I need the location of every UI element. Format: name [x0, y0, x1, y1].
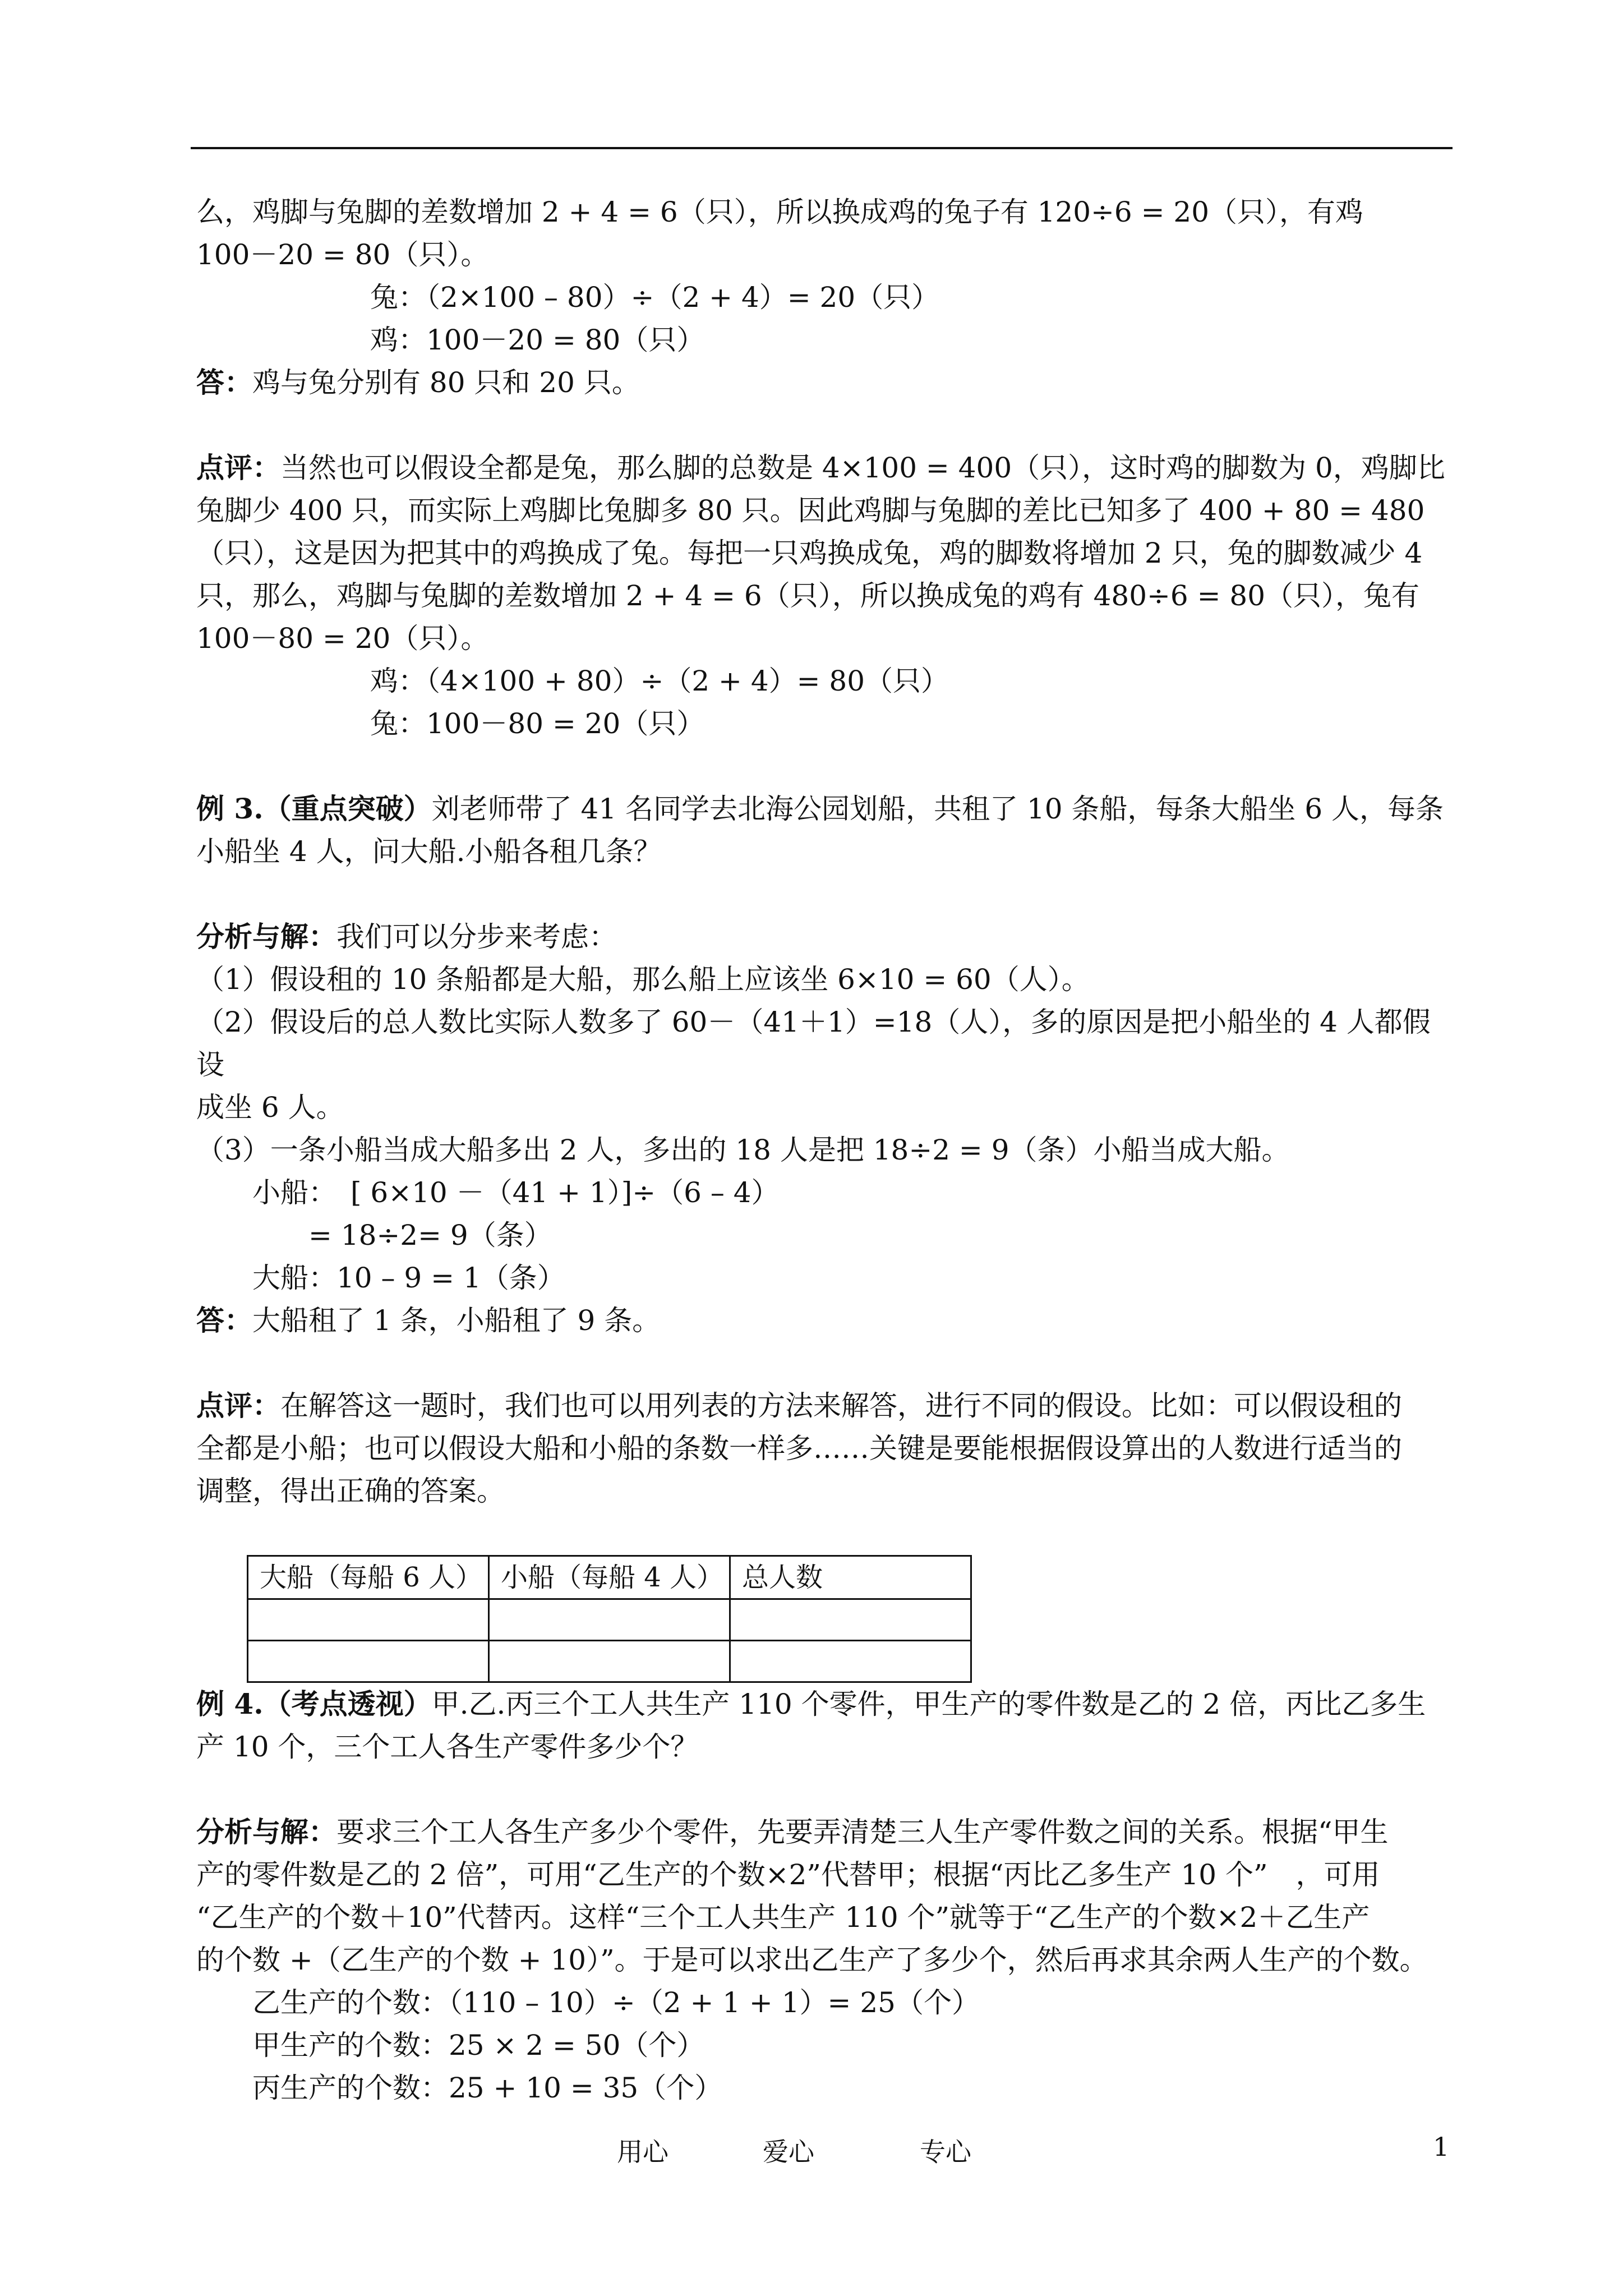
text-line: 调整，得出正确的答案。	[196, 1475, 505, 1507]
comment-text: 当然也可以假设全都是兔，那么脚的总数是 4×100 = 400（只），这时鸡的脚数为 0，鸡脚比	[280, 452, 1445, 484]
answer-text: 大船租了 1 条，小船租了 9 条。	[252, 1304, 661, 1337]
answer-text: 鸡与兔分别有 80 只和 20 只。	[252, 366, 640, 399]
example-title	[196, 1683, 1453, 1726]
table-header-cell: 总人数	[730, 1556, 971, 1599]
table-header-cell: 大船（每船 6 人）	[248, 1556, 489, 1599]
text-line: 兔脚少 400 只，而实际上鸡脚比兔脚多 80 只。因此鸡脚与兔脚的差比已知多了 400 + 80 = 480	[196, 494, 1425, 527]
formula-line: 小船： [ 6×10 －（41 + 1）]÷（6 – 4）	[252, 1176, 780, 1209]
table-cell	[248, 1641, 489, 1682]
analysis-label: 分析与解：	[196, 1815, 336, 1848]
analysis-line	[196, 1811, 1453, 1853]
formula-line: 兔：100－80 = 20（只）	[370, 707, 705, 740]
header-rule	[191, 147, 1453, 149]
text-line: 成坐 6 人。	[196, 1091, 344, 1124]
table-cell	[730, 1641, 971, 1682]
analysis-text: 要求三个工人各生产多少个零件，先要弄清楚三人生产零件数之间的关系。根据“甲生	[336, 1816, 1389, 1848]
text-line: 全都是小船；也可以假设大船和小船的条数一样多……关键是要能根据假设算出的人数进行适当的	[196, 1432, 1402, 1465]
formula-line: 兔：（2×100 – 80）÷（2 + 4）= 20（只）	[370, 281, 940, 314]
answer-line	[196, 361, 1453, 404]
table-row	[248, 1641, 971, 1682]
text-line: “乙生产的个数＋10”代替丙。这样“三个工人共生产 110 个”就等于“乙生产的个数×2＋乙生产	[196, 1901, 1370, 1934]
text-line: 的个数 +（乙生产的个数 + 10）”。于是可以求出乙生产了多少个，然后再求其余两人生产的个数。	[196, 1944, 1428, 1976]
table-cell	[489, 1599, 730, 1641]
comment-text: 在解答这一题时，我们也可以用列表的方法来解答，进行不同的假设。比如：可以假设租的	[280, 1389, 1402, 1422]
page-number: 1	[1433, 2132, 1450, 2162]
step-line: （2）假设后的总人数比实际人数多了 60－（41＋1）=18（人），多的原因是把小船坐的 4 人都假设	[196, 1006, 1431, 1081]
formula-line: 甲生产的个数：25 × 2 = 50（个）	[252, 2029, 705, 2062]
answer-line	[196, 1299, 1453, 1342]
formula-line: = 18÷2= 9（条）	[308, 1219, 552, 1251]
table-header-cell: 小船（每船 4 人）	[489, 1556, 730, 1599]
analysis-line	[196, 915, 1453, 958]
text-line: 产的零件数是乙的 2 倍”，可用“乙生产的个数×2”代替甲；根据“丙比乙多生产 10 个” ，可用	[196, 1858, 1380, 1891]
step-line: （1）假设租的 10 条船都是大船，那么船上应该坐 6×10 = 60（人）。	[196, 963, 1090, 996]
formula-line: 鸡：100－20 = 80（只）	[370, 324, 705, 356]
analysis-text: 我们可以分步来考虑：	[336, 921, 617, 953]
comment-label: 点评：	[196, 1389, 280, 1422]
example-label: 例 4.（考点透视）	[196, 1687, 432, 1720]
formula-line: 鸡：（4×100 + 80）÷（2 + 4）= 80（只）	[370, 665, 949, 697]
answer-label: 答：	[196, 366, 252, 399]
table-cell	[248, 1599, 489, 1641]
formula-line: 大船：10 – 9 = 1（条）	[252, 1262, 565, 1294]
text-line: 么，鸡脚与兔脚的差数增加 2 + 4 = 6（只），所以换成鸡的兔子有 120÷6 = 20（只），有鸡	[196, 196, 1364, 228]
analysis-label: 分析与解：	[196, 920, 336, 953]
footer-word: 用心	[617, 2137, 668, 2167]
comment-line	[196, 1384, 1453, 1427]
document-body	[196, 191, 1453, 2109]
footer-word: 专心	[920, 2137, 971, 2167]
formula-line: 乙生产的个数：（110 – 10）÷（2 + 1 + 1）= 25（个）	[252, 1986, 980, 2019]
comment-label: 点评：	[196, 451, 280, 484]
answer-label: 答：	[196, 1304, 252, 1337]
example-text: 刘老师带了 41 名同学去北海公园划船，共租了 10 条船，每条大船坐 6 人，每条	[431, 793, 1444, 825]
formula-line: 丙生产的个数：25 + 10 = 35（个）	[252, 2072, 723, 2104]
table-header-row	[248, 1556, 971, 1599]
text-line: 产 10 个，三个工人各生产零件多少个？	[196, 1731, 699, 1763]
text-line: 只，那么，鸡脚与兔脚的差数增加 2 + 4 = 6（只），所以换成兔的鸡有 480÷6 = 80（只），兔有	[196, 579, 1420, 612]
step-line: （3）一条小船当成大船多出 2 人，多出的 18 人是把 18÷2 = 9（条）小船当成大船。	[196, 1134, 1290, 1166]
table-row	[248, 1599, 971, 1641]
text-line: 100－80 = 20（只）。	[196, 622, 489, 655]
example-text: 甲.乙.丙三个工人共生产 110 个零件，甲生产的零件数是乙的 2 倍，丙比乙多生	[431, 1688, 1426, 1720]
example-label: 例 3.（重点突破）	[196, 792, 432, 825]
example-title	[196, 788, 1453, 830]
table-cell	[730, 1599, 971, 1641]
text-line: 小船坐 4 人，问大船.小船各租几条？	[196, 835, 662, 868]
table-cell	[489, 1641, 730, 1682]
comment-line	[196, 447, 1453, 489]
footer-word: 爱心	[763, 2137, 814, 2167]
text-line: （只），这是因为把其中的鸡换成了兔。每把一只鸡换成兔，鸡的脚数将增加 2 只，兔的脚数减少 4	[196, 537, 1423, 569]
boat-table	[247, 1555, 972, 1683]
text-line: 100－20 = 80（只）。	[196, 238, 489, 271]
